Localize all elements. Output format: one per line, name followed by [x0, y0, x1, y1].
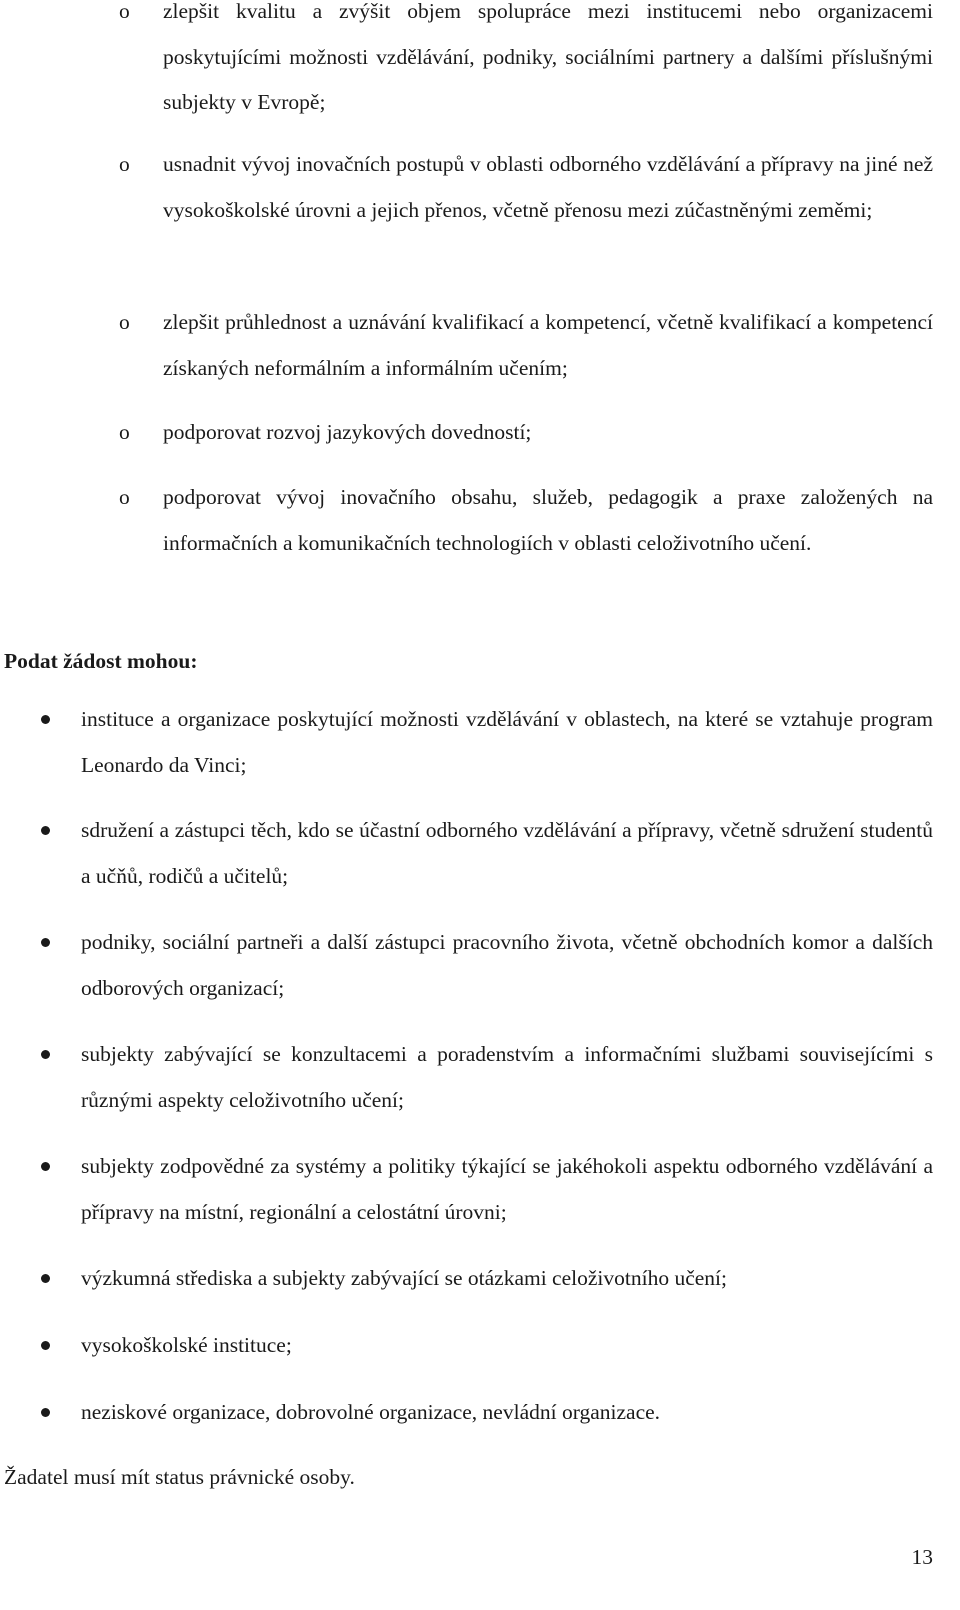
- bullet-icon: [41, 1144, 51, 1189]
- objective-text: podporovat vývoj inovačního obsahu, služeb, pedagogik a praxe založených na informačních a komunikačních technologiích v oblasti celoživotního učení.: [163, 485, 933, 555]
- objective-text: zlepšit průhlednost a uznávání kvalifikací a kompetencí, včetně kvalifikací a kompetencí získaných neformálním a informálním učením;: [163, 310, 933, 380]
- bullet-icon: [41, 920, 51, 965]
- bullet-icon: [41, 697, 51, 742]
- objective-text: zlepšit kvalitu a zvýšit objem spolupráce mezi institucemi nebo organizacemi poskytujícími možnosti vzdělávání, podniky, sociálními partnery a dalšími příslušnými subjekty v Evropě;: [163, 0, 933, 114]
- objective-text: usnadnit vývoj inovačních postupů v oblasti odborného vzdělávání a přípravy na jiné než vysokoškolské úrovni a jejich přenos, včetně přenosu mezi zúčastněnými zeměmi;: [163, 152, 933, 222]
- applicant-text: subjekty zabývající se konzultacemi a poradenstvím a informačními službami souvisejícími s různými aspekty celoživotního učení;: [81, 1042, 933, 1112]
- applicant-text: subjekty zodpovědné za systémy a politiky týkající se jakéhokoli aspektu odborného vzdělávání a přípravy na místní, regionální a celostátní úrovni;: [81, 1154, 933, 1224]
- eligibility-heading: Podat žádost mohou:: [4, 649, 198, 673]
- bullet-icon: [41, 1390, 51, 1435]
- applicant-text: podniky, sociální partneři a další zástupci pracovního života, včetně obchodních komor a dalších odborových organizací;: [81, 930, 933, 1000]
- applicant-text: instituce a organizace poskytující možnosti vzdělávání v oblastech, na které se vztahuje program Leonardo da Vinci;: [81, 707, 933, 777]
- bullet-icon: [41, 808, 51, 853]
- list-marker: o: [119, 0, 130, 23]
- list-marker: o: [119, 420, 130, 444]
- legal-status-note: Žadatel musí mít status právnické osoby.: [4, 1465, 355, 1489]
- bullet-icon: [41, 1323, 51, 1368]
- bullet-icon: [41, 1032, 51, 1077]
- applicant-text: výzkumná střediska a subjekty zabývající se otázkami celoživotního učení;: [81, 1266, 727, 1290]
- objective-text: podporovat rozvoj jazykových dovedností;: [163, 420, 532, 444]
- applicant-text: sdružení a zástupci těch, kdo se účastní odborného vzdělávání a přípravy, včetně sdružení studentů a učňů, rodičů a učitelů;: [81, 818, 933, 888]
- list-marker: o: [119, 485, 130, 509]
- list-marker: o: [119, 310, 130, 334]
- bullet-icon: [41, 1256, 51, 1301]
- page-number: 13: [911, 1545, 933, 1569]
- list-marker: o: [119, 152, 130, 176]
- applicant-text: vysokoškolské instituce;: [81, 1333, 292, 1357]
- applicant-text: neziskové organizace, dobrovolné organizace, nevládní organizace.: [81, 1400, 661, 1424]
